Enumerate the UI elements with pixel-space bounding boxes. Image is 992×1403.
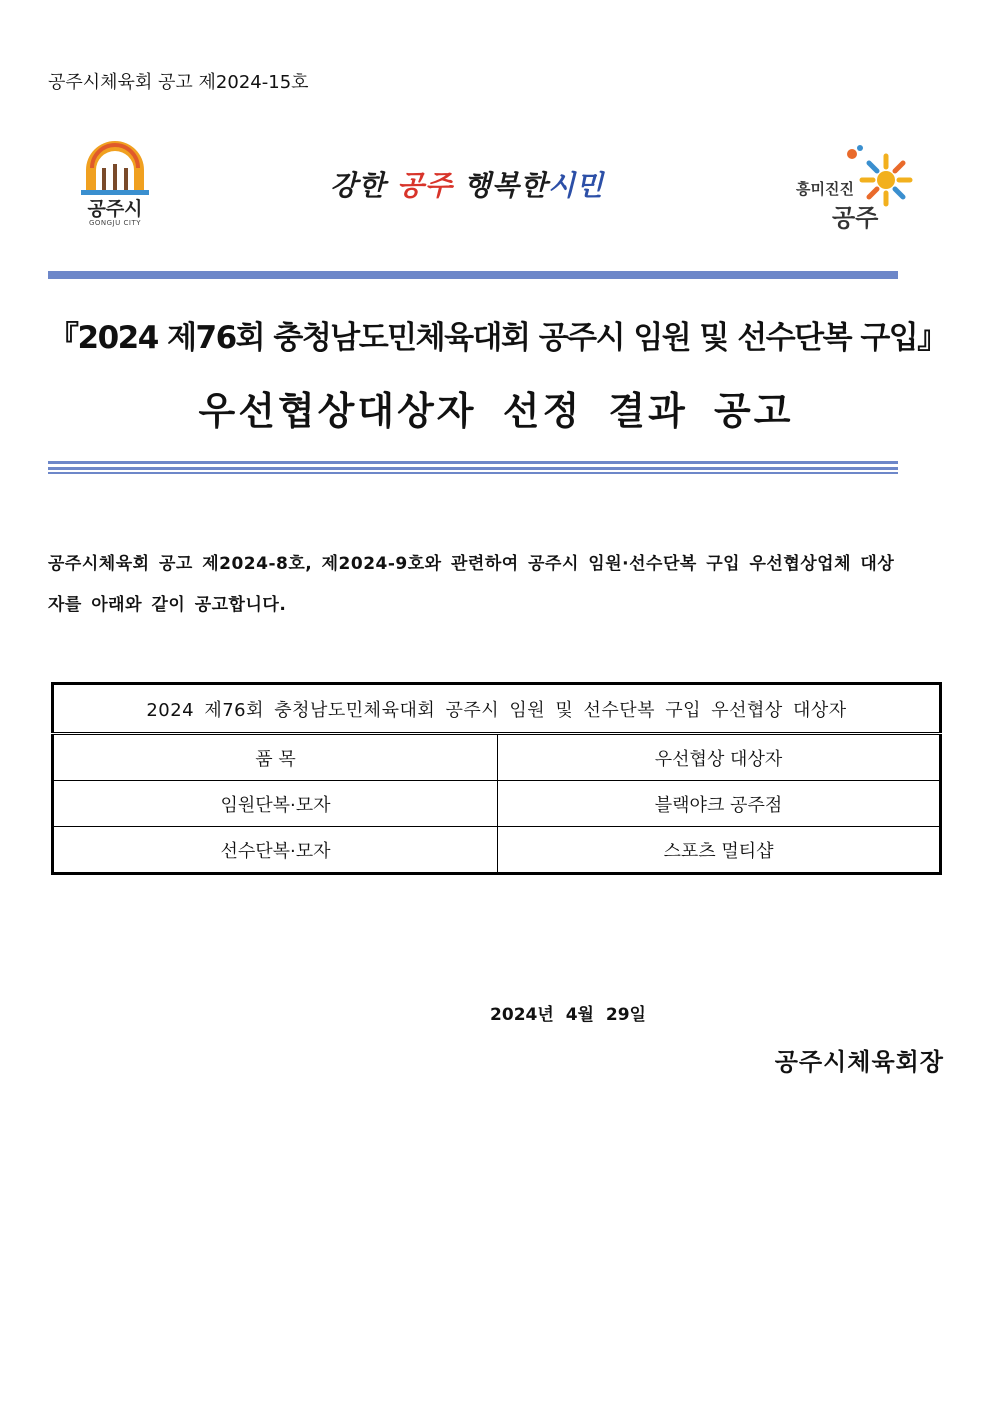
table-cell-vendor: 블랙야크 공주점 bbox=[498, 781, 941, 827]
notice-number: 공주시체육회 공고 제2024-15호 bbox=[48, 72, 309, 93]
slogan-part-3: 행복한 bbox=[463, 169, 548, 202]
title-rule-top bbox=[48, 271, 898, 279]
logo-city-subtitle: GONGJU CITY bbox=[88, 219, 141, 227]
table-cell-item: 임원단복·모자 bbox=[53, 781, 498, 827]
signer-name: 공주시체육회장 bbox=[774, 1048, 944, 1076]
gongju-brand-logo bbox=[796, 144, 916, 234]
result-table bbox=[51, 682, 942, 875]
table-row bbox=[53, 781, 941, 827]
page-title-line-2: 우선협상대상자 선정 결과 공고 bbox=[198, 389, 794, 433]
logo-brand-big: 공주 bbox=[832, 204, 879, 232]
city-slogan bbox=[330, 164, 650, 204]
table-caption-row bbox=[53, 684, 941, 734]
intro-paragraph: 공주시체육회 공고 제2024-8호, 제2024-9호와 관련하여 공주시 임원·선수단복 구입 우선협상업체 대상자를 아래와 같이 공고합니다. bbox=[48, 554, 895, 615]
slogan-part-2: 공주 bbox=[396, 169, 453, 202]
title-rule-bottom bbox=[48, 472, 898, 474]
notice-date: 2024년 4월 29일 bbox=[490, 1005, 646, 1025]
slogan-part-4: 시민 bbox=[547, 169, 604, 202]
table-row bbox=[53, 827, 941, 874]
table-caption: 2024 제76회 충청남도민체육대회 공주시 임원 및 선수단복 구입 우선협상 대상자 bbox=[53, 684, 941, 734]
table-cell-vendor: 스포츠 멀티샵 bbox=[498, 827, 941, 874]
table-cell-item: 선수단복·모자 bbox=[53, 827, 498, 874]
logo-brand-small: 흥미진진 bbox=[796, 180, 854, 198]
table-header-item: 품 목 bbox=[53, 734, 498, 781]
table-header-row bbox=[53, 734, 941, 781]
slogan-part-1: 강한 bbox=[330, 169, 387, 202]
page-title-line-1: 『2024 제76회 충청남도민체육대회 공주시 임원 및 선수단복 구입』 bbox=[48, 320, 947, 356]
table-header-vendor: 우선협상 대상자 bbox=[498, 734, 941, 781]
title-rule-bottom bbox=[48, 467, 898, 470]
gongju-arch-icon bbox=[78, 140, 152, 196]
title-rule-bottom bbox=[48, 461, 898, 464]
logo-city-name: 공주시 bbox=[87, 198, 143, 220]
gongju-city-logo bbox=[78, 140, 152, 232]
